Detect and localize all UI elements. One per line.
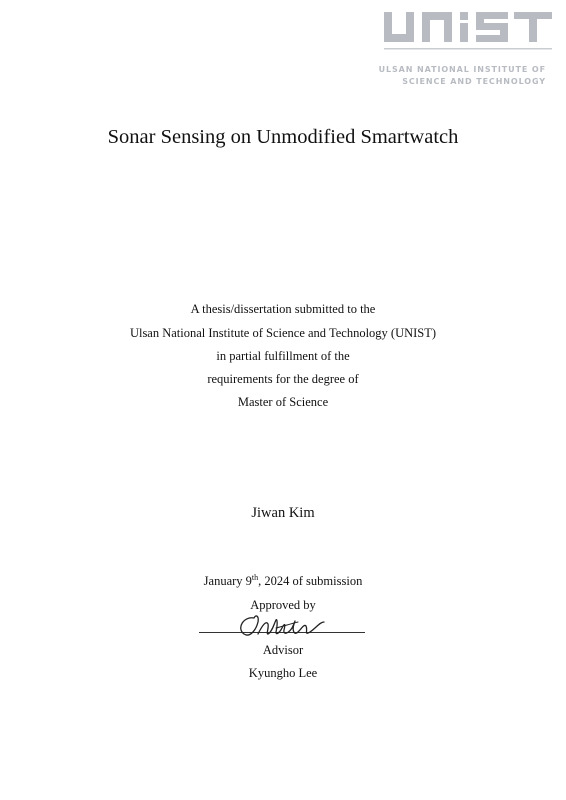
submission-line-5: Master of Science [237, 395, 329, 409]
advisor-name: Kyungho Lee [248, 666, 318, 680]
signature-icon [232, 610, 332, 642]
submission-date [0, 574, 566, 589]
unist-logo-icon [380, 10, 556, 60]
submission-line-3: in partial fulfillment of the [216, 349, 350, 363]
advisor-label: Advisor [262, 643, 304, 657]
logo-line-1: ULSAN NATIONAL INSTITUTE OF [378, 65, 546, 74]
thesis-title: Sonar Sensing on Unmodified Smartwatch [107, 126, 459, 148]
logo-line-2: SCIENCE AND TECHNOLOGY [402, 77, 546, 86]
approved-by-label: Approved by [250, 598, 316, 612]
unist-logo [378, 10, 556, 86]
date-ordinal: th [251, 572, 259, 582]
date-month-day: January 9 [203, 574, 252, 588]
submission-line-4: requirements for the degree of [207, 372, 359, 386]
submission-line-1: A thesis/dissertation submitted to the [190, 302, 376, 316]
submission-line-2: Ulsan National Institute of Science and Technology (UNIST) [129, 326, 437, 340]
author-name: Jiwan Kim [251, 505, 315, 521]
date-rest: , 2024 of submission [258, 574, 363, 588]
